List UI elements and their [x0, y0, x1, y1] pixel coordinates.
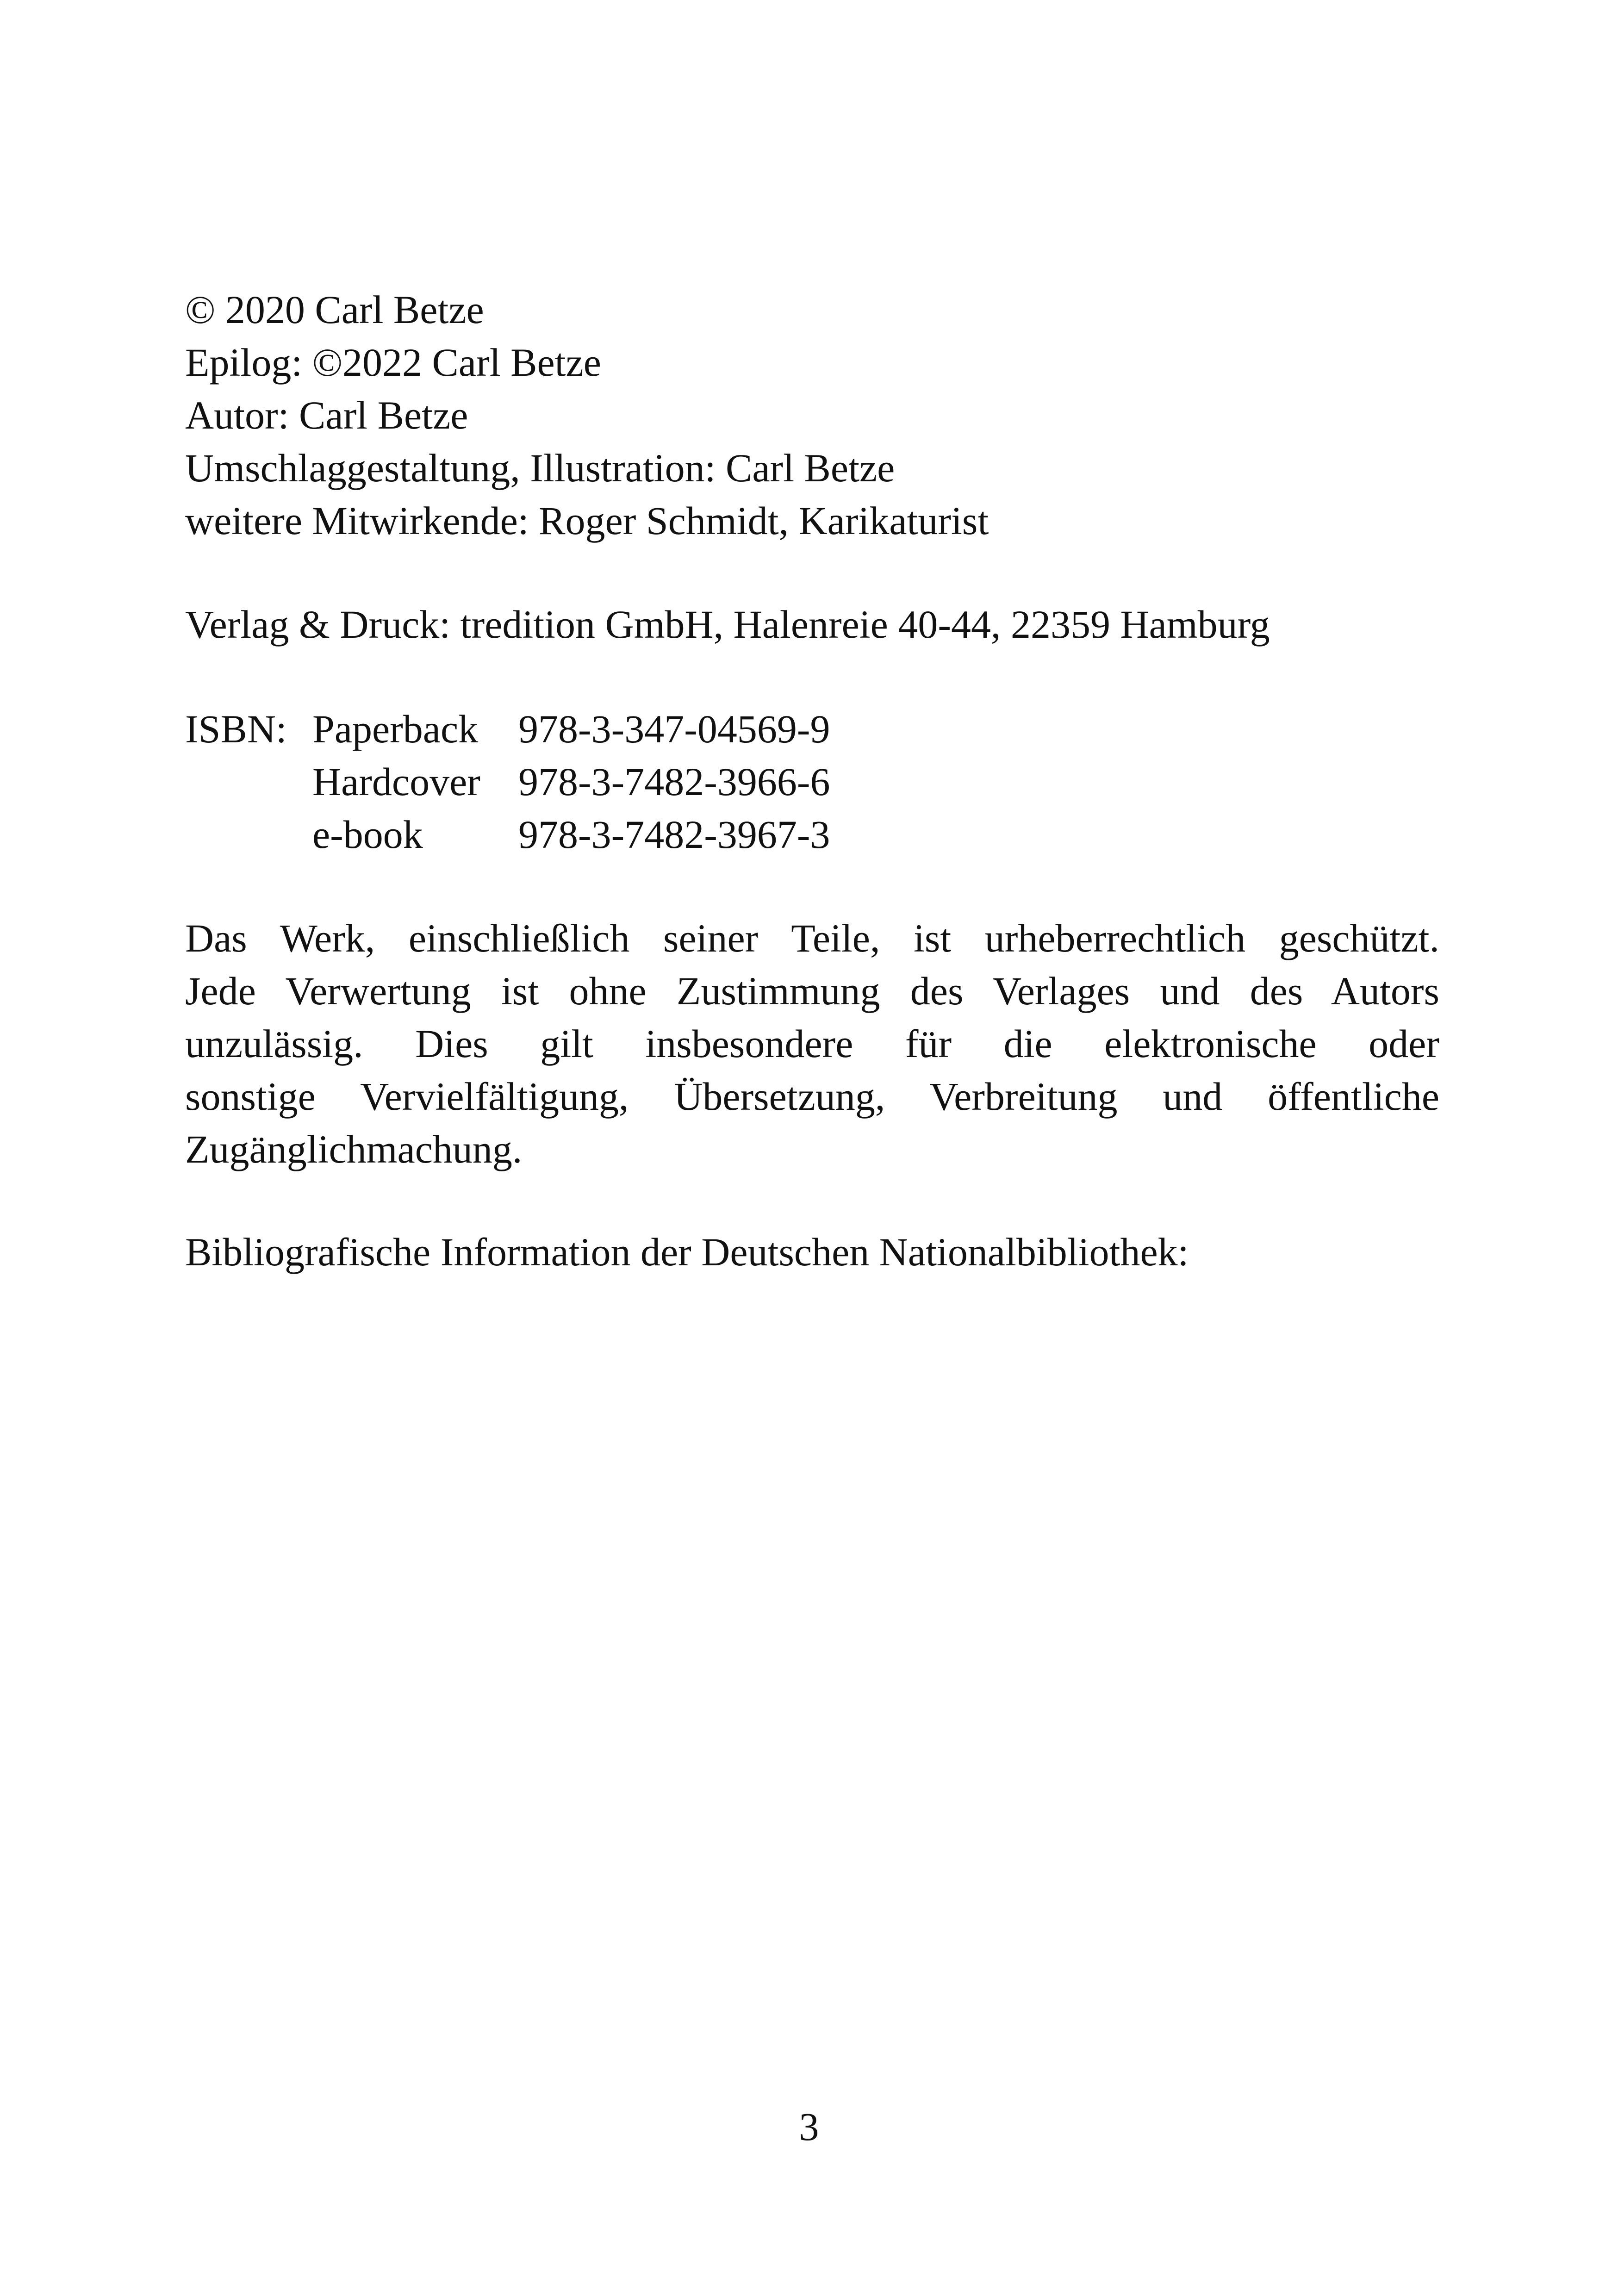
- rights-line: Das Werk, einschließlich seiner Teile, ist urheberrechtlich geschützt.: [185, 916, 1439, 960]
- page-number: 3: [799, 2104, 819, 2149]
- rights-line: Zugänglichmachung.: [185, 1127, 523, 1171]
- isbn-row: [185, 703, 1439, 755]
- isbn-label: ISBN:: [185, 707, 287, 751]
- isbn-number: 978-3-347-04569-9: [518, 707, 830, 751]
- copyright-line: © 2020 Carl Betze: [185, 287, 484, 332]
- isbn-number: 978-3-7482-3966-6: [518, 759, 830, 804]
- isbn-number: 978-3-7482-3967-3: [518, 812, 830, 857]
- credits-block: [185, 283, 1439, 547]
- isbn-block: [185, 703, 1439, 861]
- bibliography-line: Bibliografische Information der Deutschen Nationalbibliothek:: [185, 1230, 1189, 1274]
- rights-line: sonstige Vervielfältigung, Übersetzung, Verbreitung und öffentliche: [185, 1074, 1439, 1119]
- cover-design-line: Umschlaggestaltung, Illustration: Carl Betze: [185, 446, 895, 490]
- bibliography-block: [185, 1226, 1439, 1278]
- isbn-label-spacer: [185, 808, 312, 861]
- author-line: Autor: Carl Betze: [185, 393, 468, 437]
- contributors-line: weitere Mitwirkende: Roger Schmidt, Karikaturist: [185, 498, 989, 543]
- rights-paragraph: [185, 912, 1439, 1176]
- isbn-format: Hardcover: [312, 759, 480, 804]
- publisher-block: [185, 598, 1439, 651]
- isbn-row: [185, 808, 1439, 861]
- rights-line: unzulässig. Dies gilt insbesondere für die elektronische oder: [185, 1021, 1439, 1066]
- isbn-format: Paperback: [312, 707, 479, 751]
- publisher-line: Verlag & Druck: tredition GmbH, Halenreie 40-44, 22359 Hamburg: [185, 602, 1270, 647]
- isbn-format: e-book: [312, 812, 423, 857]
- rights-line: Jede Verwertung ist ohne Zustimmung des Verlages und des Autors: [185, 969, 1439, 1013]
- isbn-label-spacer: [185, 755, 312, 808]
- epilog-copyright-line: Epilog: ©2022 Carl Betze: [185, 340, 601, 385]
- isbn-row: [185, 755, 1439, 808]
